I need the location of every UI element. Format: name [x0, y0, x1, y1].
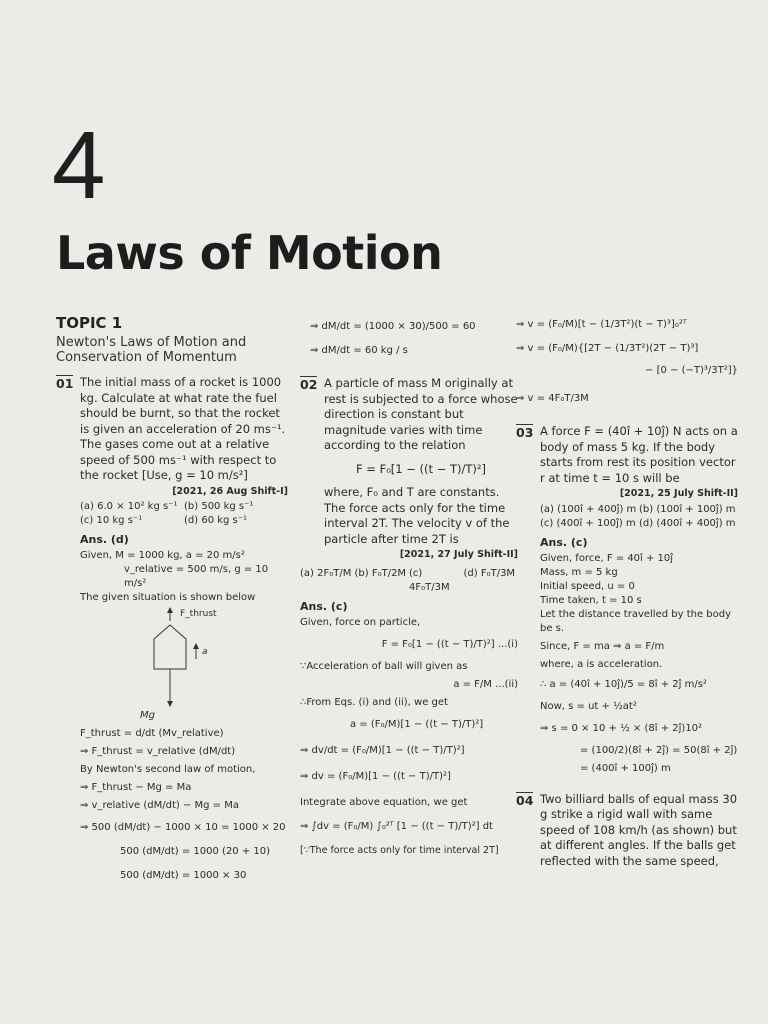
- weight-arrowhead: [167, 701, 173, 707]
- equation: ⇒ dv = (F₀/M)[1 − ((t − T)/T)²]: [300, 770, 451, 782]
- question-number: 03: [516, 425, 534, 440]
- chapter-number: 4: [52, 112, 106, 219]
- given-line: Given, M = 1000 kg, a = 20 m/s²: [80, 550, 245, 561]
- option-a: (a) 6.0 × 10² kg s⁻¹: [80, 501, 178, 512]
- speed-line: Initial speed, u = 0: [540, 580, 635, 592]
- where-text: where, a is acceleration.: [540, 658, 663, 670]
- note-text: [∵The force acts only for time interval 2T]: [300, 844, 499, 856]
- from-text: ∴From Eqs. (i) and (ii), we get: [300, 696, 448, 708]
- integrate-text: Integrate above equation, we get: [300, 796, 468, 808]
- equation: ⇒ dv/dt = (F₀/M)[1 − ((t − T)/T)²]: [300, 744, 465, 756]
- equation: Since, F = ma ⇒ a = F/m: [540, 640, 665, 652]
- let-text: Let the distance travelled by the body be s.: [540, 608, 732, 634]
- question-text: A particle of mass M originally at rest is subjected to a force whose direction is constant but magnitude varies with time according to the relation: [324, 376, 518, 452]
- question-source: [2021, 25 July Shift-II]: [619, 488, 738, 499]
- acceleration-text: ∵Acceleration of ball will given as: [300, 660, 468, 672]
- acceleration-arrowhead: [193, 643, 199, 649]
- question-number: 01: [56, 376, 74, 391]
- thrust-arrowhead: [167, 607, 173, 613]
- acceleration-label: a: [202, 647, 208, 657]
- option-b: (b) F₀T/2M: [354, 567, 407, 579]
- solution-01: [56, 549, 288, 883]
- question-source: [2021, 26 Aug Shift-I]: [172, 485, 288, 497]
- answer-02: Ans. (c): [300, 599, 348, 613]
- equation: ⇒ v = 4F₀T/3M: [516, 393, 589, 404]
- solution-03: [516, 552, 738, 776]
- option-d: (d) 60 kg s⁻¹: [184, 515, 248, 526]
- situation-text: The given situation is shown below: [80, 592, 256, 603]
- rocket-diagram: [140, 607, 288, 711]
- column-3: [516, 312, 738, 869]
- option-d: (d) (400î + 400ĵ) m: [639, 517, 736, 529]
- equation: − [0 − (−T)³/3T²]}: [645, 365, 738, 376]
- question-02: [300, 376, 518, 563]
- equation: ⇒ v = (F₀/M){[2T − (1/3T²)(2T − T)³]: [516, 343, 699, 354]
- force-relation: F = F₀[1 − ((t − T)/T)²]: [356, 461, 486, 476]
- equation: ⇒ v = (F₀/M)[t − (1/3T²)(t − T)³]₀²ᵀ: [516, 319, 687, 330]
- option-c: (c) (400î + 100ĵ) m: [540, 517, 636, 529]
- equation: 500 (dM/dt) = 1000 × 30: [120, 870, 247, 881]
- equation: a = (F₀/M)[1 − ((t − T)/T)²]: [350, 718, 484, 730]
- given-line: v_relative = 500 m/s, g = 10 m/s²: [124, 564, 269, 589]
- rocket-figure: [140, 607, 290, 711]
- option-b: (b) 500 kg s⁻¹: [184, 501, 254, 512]
- equation: ⇒ dM/dt = (1000 × 30)/500 = 60: [310, 321, 476, 332]
- mass-line: Mass, m = 5 kg: [540, 566, 618, 578]
- answer-01: Ans. (d): [80, 533, 129, 546]
- option-c: (c) 4F₀T/3M: [409, 567, 450, 593]
- options-03: [516, 503, 738, 531]
- question-04: [516, 792, 738, 870]
- question-text: Two billiard balls of equal mass 30 g strike a rigid wall with same speed of 108 km/h (as shown) but at different angles. If the balls get reflected with the same speed,: [540, 791, 738, 868]
- question-text: The initial mass of a rocket is 1000 kg. Calculate at what rate the fuel should be burnt, so that the rocket is given an acceleration of 20 ms⁻¹. The gases come out at a relative speed of 500 ms⁻¹ with respect to the rocket [Use, g = 10 m/s²]: [80, 375, 286, 482]
- topic-subtitle: Newton's Laws of Motion and Conservation of Momentum: [56, 335, 247, 365]
- equation: F = F₀[1 − ((t − T)/T)²] ...(i): [381, 638, 518, 650]
- option-a: (a) 2F₀T/M: [300, 567, 352, 579]
- rocket-body: [154, 625, 186, 669]
- question-text: A force F = (40î + 10ĵ) N acts on a body of mass 5 kg. If the body starts from rest its position vector r at time t = 10 s will be: [540, 424, 738, 485]
- equation: ⇒ F_thrust = v_relative (dM/dt): [80, 746, 236, 757]
- equation: ∴ a = (40î + 10ĵ)/5 = 8î + 2ĵ m/s²: [540, 678, 707, 690]
- column-1: [56, 312, 288, 887]
- option-b: (b) (100î + 100ĵ) m: [639, 503, 736, 515]
- equation: Now, s = ut + ½at²: [540, 700, 637, 712]
- topic-label: TOPIC 1: [56, 314, 123, 332]
- equation: ⇒ 500 (dM/dt) − 1000 × 10 = 1000 × 20: [80, 822, 286, 833]
- equation: 500 (dM/dt) = 1000 (20 + 10): [120, 846, 271, 857]
- column-2: [300, 312, 518, 858]
- option-a: (a) (100î + 400ĵ) m: [540, 503, 637, 515]
- equation: = (400î + 100ĵ) m: [580, 762, 671, 774]
- answer-03: Ans. (c): [540, 535, 588, 549]
- weight-label: Mg: [140, 710, 155, 721]
- option-c: (c) 10 kg s⁻¹: [80, 515, 143, 526]
- equation: ⇒ dM/dt = 60 kg / s: [310, 345, 408, 356]
- thrust-label: F_thrust: [180, 609, 217, 619]
- question-source: [2021, 27 July Shift-II]: [399, 549, 518, 560]
- question-01: [56, 375, 288, 499]
- chapter-title: Laws of Motion: [56, 226, 443, 280]
- question-03: [516, 424, 738, 502]
- solution-02: [300, 616, 518, 858]
- question-number: 04: [516, 792, 534, 808]
- equation: a = F/M ...(ii): [453, 678, 518, 690]
- equation: ⇒ ∫dv = (F₀/M) ∫₀²ᵀ [1 − ((t − T)/T)²] dt: [300, 820, 493, 832]
- equation: ⇒ s = 0 × 10 + ½ × (8î + 2ĵ)10²: [540, 722, 703, 734]
- given-line: Given, force on particle,: [300, 616, 421, 628]
- question-number: 02: [300, 377, 318, 392]
- question-text-2: where, F₀ and T are constants. The force acts only for the time interval 2T. The velocity v of the particle after time 2T is: [324, 485, 510, 546]
- equation: ⇒ v_relative (dM/dt) − Mg = Ma: [80, 800, 239, 811]
- equation: ⇒ F_thrust − Mg = Ma: [80, 782, 192, 793]
- option-d: (d) F₀T/3M: [463, 567, 516, 579]
- equation: F_thrust = d/dt (Mv_relative): [80, 728, 224, 739]
- newton-text: By Newton's second law of motion,: [80, 764, 256, 775]
- given-line: Given, force, F = 40î + 10ĵ: [540, 552, 674, 564]
- options-02: [300, 567, 518, 595]
- options-01: [56, 500, 288, 528]
- equation: = (100/2)(8î + 2ĵ) = 50(8î + 2ĵ): [580, 744, 738, 756]
- time-line: Time taken, t = 10 s: [540, 594, 642, 606]
